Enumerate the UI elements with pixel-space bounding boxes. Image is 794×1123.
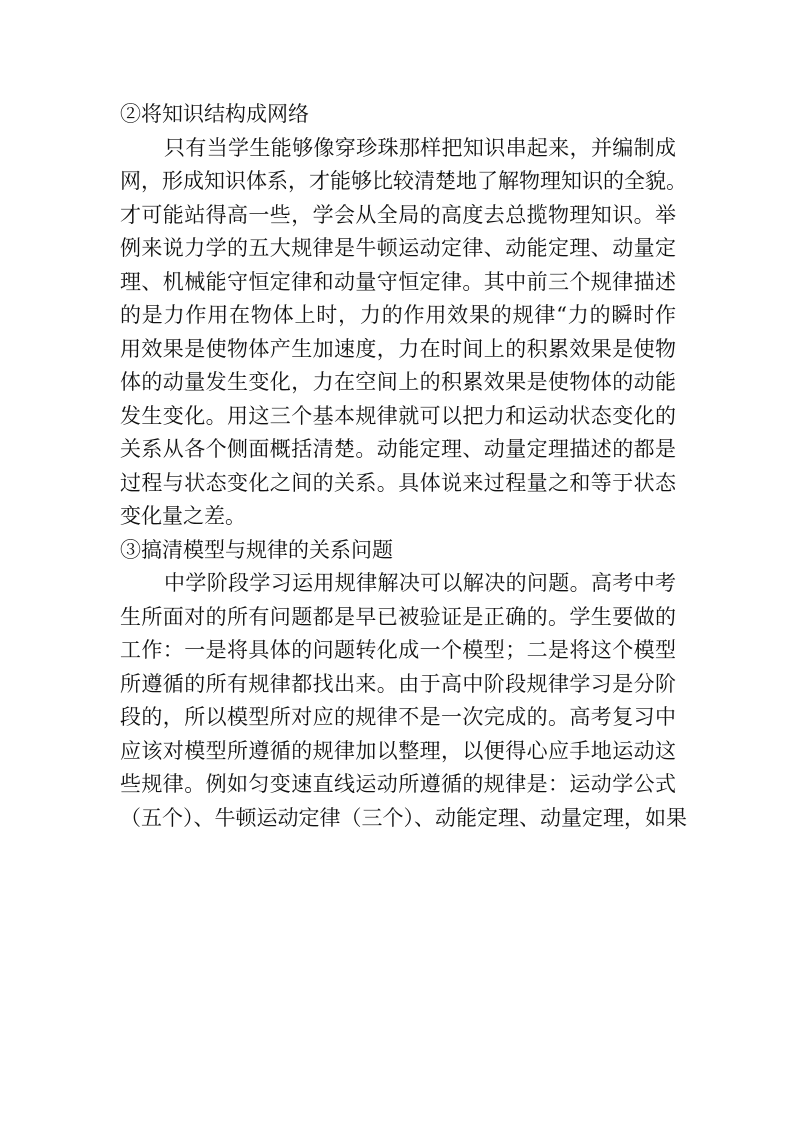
paragraph-line: 才可能站得高一些，学会从全局的高度去总揽物理知识。举 [120,202,676,227]
paragraph-line: 网，形成知识体系，才能够比较清楚地了解物理知识的全貌。 [120,169,687,193]
section-2-heading: ②将知识结构成网络 [120,102,309,126]
section-2-body [120,132,687,534]
paragraph-line: 只有当学生能够像穿珍珠那样把知识串起来，并编制成 [164,135,676,160]
paragraph-line: 变化量之差。 [120,504,246,528]
paragraph-line: 生所面对的所有问题都是早已被验证是正确的。学生要做的 [120,604,676,629]
paragraph-line: （五个）、牛顿运动定律（三个）、动能定理、动量定理，如果 [120,805,687,830]
paragraph-line: 所遵循的所有规律都找出来。由于高中阶段规律学习是分阶 [120,671,676,696]
paragraph-line: 的是力作用在物体上时，力的作用效果的规律“力的瞬时作 [120,303,676,327]
paragraph-line: 段的，所以模型所对应的规律不是一次完成的。高考复习中 [120,705,676,729]
paragraph-line: 发生变化。用这三个基本规律就可以把力和运动状态变化的 [120,403,676,428]
paragraph-line: 关系从各个侧面概括清楚。动能定理、动量定理描述的都是 [120,437,676,461]
document-page [120,98,687,835]
paragraph-line: 例来说力学的五大规律是牛顿运动定律、动能定理、动量定 [120,236,676,260]
paragraph-line: 工作：一是将具体的问题转化成一个模型；二是将这个模型 [120,638,676,662]
paragraph-line: 理、机械能守恒定律和动量守恒定律。其中前三个规律描述 [120,269,676,294]
paragraph-line: 应该对模型所遵循的规律加以整理，以便得心应手地运动这 [120,738,676,763]
paragraph-line: 些规律。例如匀变速直线运动所遵循的规律是：运动学公式 [120,772,676,796]
paragraph-line: 用效果是使物体产生加速度，力在时间上的积累效果是使物 [120,336,676,361]
paragraph-line: 体的动量发生变化，力在空间上的积累效果是使物体的动能 [120,370,676,394]
paragraph-line: 中学阶段学习运用规律解决可以解决的问题。高考中考 [164,571,676,595]
section-3-heading: ③搞清模型与规律的关系问题 [120,537,393,562]
section-3-body [120,567,687,835]
paragraph-line: 过程与状态变化之间的关系。具体说来过程量之和等于状态 [120,470,676,495]
